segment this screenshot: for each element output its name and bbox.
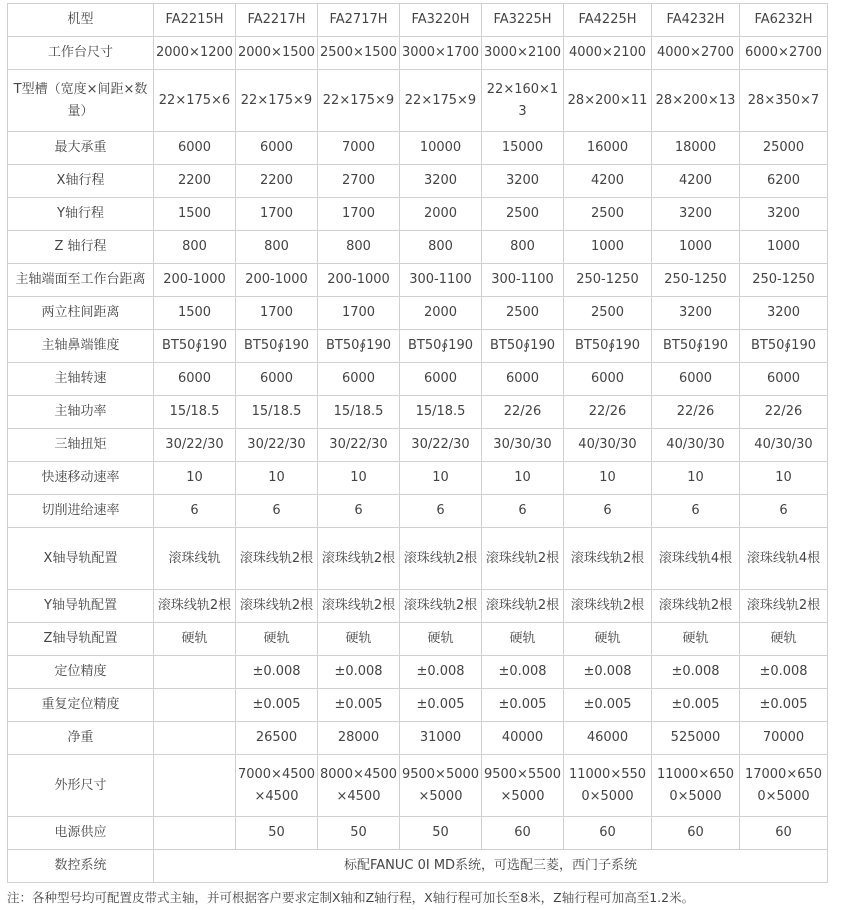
row-label: Z轴导轨配置 <box>8 623 154 656</box>
spec-row <box>8 70 828 132</box>
spec-cell: 28×200×11 <box>564 70 652 132</box>
spec-cell: BT50∮190 <box>482 330 564 363</box>
spec-cell: 1500 <box>154 198 236 231</box>
spec-cell: 滚珠线轨2根 <box>482 590 564 623</box>
spec-row <box>8 396 828 429</box>
spec-cell: 250-1250 <box>740 264 828 297</box>
spec-cell: 3000×2100 <box>482 37 564 70</box>
spec-cell: 250-1250 <box>564 264 652 297</box>
spec-cell: 3200 <box>652 297 740 330</box>
row-label: 快速移动速率 <box>8 462 154 495</box>
spec-cell: 滚珠线轨2根 <box>482 528 564 590</box>
spec-cell: BT50∮190 <box>740 330 828 363</box>
spec-cell: 40/30/30 <box>564 429 652 462</box>
spec-cell: 22/26 <box>564 396 652 429</box>
spec-cell: 800 <box>154 231 236 264</box>
spec-cell: BT50∮190 <box>400 330 482 363</box>
spec-row <box>8 462 828 495</box>
spec-cell: 22×175×9 <box>400 70 482 132</box>
spec-cell: 28×200×13 <box>652 70 740 132</box>
row-label: 两立柱间距离 <box>8 297 154 330</box>
spec-cell: 10 <box>740 462 828 495</box>
row-label: 主轴鼻端锥度 <box>8 330 154 363</box>
spec-row <box>8 429 828 462</box>
spec-cell: 525000 <box>652 722 740 755</box>
spec-cell: 60 <box>740 817 828 850</box>
spec-cell: 4000×2100 <box>564 37 652 70</box>
spec-cell: 2200 <box>154 165 236 198</box>
spec-cell: 6000×2700 <box>740 37 828 70</box>
row-label: Y轴行程 <box>8 198 154 231</box>
spec-cell: 17000×6500×5000 <box>740 755 828 817</box>
spec-row <box>8 528 828 590</box>
spec-row <box>8 198 828 231</box>
spec-cell: 50 <box>236 817 318 850</box>
spec-cell: ±0.008 <box>652 656 740 689</box>
spec-row <box>8 755 828 817</box>
spec-cell: 1700 <box>318 198 400 231</box>
spec-cell: 硬轨 <box>564 623 652 656</box>
spec-cell: 30/22/30 <box>154 429 236 462</box>
spec-cell: ±0.005 <box>236 689 318 722</box>
spec-cell: 6 <box>652 495 740 528</box>
spec-cell: 30/22/30 <box>318 429 400 462</box>
spec-cell: 1000 <box>564 231 652 264</box>
spec-cell: 15/18.5 <box>318 396 400 429</box>
spec-cell: 10 <box>652 462 740 495</box>
spec-cell: 滚珠线轨2根 <box>400 590 482 623</box>
spec-cell: 7000 <box>318 132 400 165</box>
spec-cell: 2000 <box>400 198 482 231</box>
cnc-value: 标配FANUC 0I MD系统，可选配三菱，西门子系统 <box>154 850 828 883</box>
spec-cell: ±0.008 <box>236 656 318 689</box>
spec-cell: 40/30/30 <box>652 429 740 462</box>
spec-cell <box>154 755 236 817</box>
spec-cell: 2200 <box>236 165 318 198</box>
spec-cell: 200-1000 <box>236 264 318 297</box>
spec-row <box>8 37 828 70</box>
spec-cell: 25000 <box>740 132 828 165</box>
spec-cell: 800 <box>318 231 400 264</box>
spec-cell: 60 <box>564 817 652 850</box>
spec-table <box>7 3 828 883</box>
spec-cell: 15/18.5 <box>154 396 236 429</box>
spec-cell: 250-1250 <box>652 264 740 297</box>
spec-cell: 50 <box>400 817 482 850</box>
spec-cell: 22×175×9 <box>318 70 400 132</box>
spec-cell: 滚珠线轨2根 <box>236 590 318 623</box>
model-name: FA3225H <box>482 4 564 37</box>
spec-cell: 6000 <box>236 363 318 396</box>
spec-cell: ±0.008 <box>482 656 564 689</box>
spec-cell: 4000×2700 <box>652 37 740 70</box>
spec-cell: ±0.008 <box>318 656 400 689</box>
spec-cell: 6 <box>154 495 236 528</box>
spec-cell: 22/26 <box>652 396 740 429</box>
spec-cell: 30/22/30 <box>236 429 318 462</box>
spec-row <box>8 165 828 198</box>
spec-cell: 15000 <box>482 132 564 165</box>
spec-cell: 800 <box>482 231 564 264</box>
spec-cell: 6000 <box>154 132 236 165</box>
spec-cell: 10 <box>318 462 400 495</box>
spec-cell: BT50∮190 <box>318 330 400 363</box>
spec-cell: 滚珠线轨2根 <box>318 590 400 623</box>
spec-cell: 6000 <box>318 363 400 396</box>
spec-cell: 15/18.5 <box>236 396 318 429</box>
spec-cell: 硬轨 <box>652 623 740 656</box>
row-label: 切削进给速率 <box>8 495 154 528</box>
spec-cell: 1700 <box>236 198 318 231</box>
spec-cell: 1000 <box>740 231 828 264</box>
spec-row <box>8 132 828 165</box>
spec-cell: 70000 <box>740 722 828 755</box>
spec-cell: 4200 <box>564 165 652 198</box>
spec-cell: 2500 <box>482 297 564 330</box>
spec-cell: 滚珠线轨4根 <box>652 528 740 590</box>
spec-cell: 3200 <box>740 198 828 231</box>
spec-cell: 2500 <box>482 198 564 231</box>
spec-cell: 3200 <box>482 165 564 198</box>
spec-cell: 7000×4500×4500 <box>236 755 318 817</box>
spec-cell: 200-1000 <box>154 264 236 297</box>
spec-cell: 10 <box>236 462 318 495</box>
spec-cell: 200-1000 <box>318 264 400 297</box>
spec-table-body <box>8 4 828 883</box>
spec-cell: ±0.005 <box>652 689 740 722</box>
cnc-row <box>8 850 828 883</box>
spec-cell: 26500 <box>236 722 318 755</box>
spec-cell: ±0.008 <box>740 656 828 689</box>
spec-cell: 滚珠线轨 <box>154 528 236 590</box>
spec-cell: 滚珠线轨2根 <box>236 528 318 590</box>
row-label: 主轴功率 <box>8 396 154 429</box>
row-label: 主轴转速 <box>8 363 154 396</box>
spec-row <box>8 656 828 689</box>
spec-cell: 6000 <box>564 363 652 396</box>
spec-cell: 9500×5500×5000 <box>482 755 564 817</box>
row-label: Y轴导轨配置 <box>8 590 154 623</box>
spec-cell: 滚珠线轨2根 <box>400 528 482 590</box>
cnc-label: 数控系统 <box>8 850 154 883</box>
spec-row <box>8 623 828 656</box>
spec-row <box>8 231 828 264</box>
spec-cell: 300-1100 <box>400 264 482 297</box>
spec-cell: ±0.008 <box>400 656 482 689</box>
spec-cell: 3200 <box>400 165 482 198</box>
spec-row <box>8 264 828 297</box>
model-name: FA2217H <box>236 4 318 37</box>
model-name: FA3220H <box>400 4 482 37</box>
row-label: 主轴端面至工作台距离 <box>8 264 154 297</box>
spec-cell: 滚珠线轨2根 <box>154 590 236 623</box>
spec-cell: 60 <box>652 817 740 850</box>
row-label: 净重 <box>8 722 154 755</box>
spec-cell: 60 <box>482 817 564 850</box>
row-label: 工作台尺寸 <box>8 37 154 70</box>
spec-cell: 22/26 <box>482 396 564 429</box>
spec-cell: 40/30/30 <box>740 429 828 462</box>
spec-cell: 11000×5500×5000 <box>564 755 652 817</box>
spec-cell: 18000 <box>652 132 740 165</box>
spec-cell: 6 <box>318 495 400 528</box>
model-name: FA4232H <box>652 4 740 37</box>
spec-cell: 300-1100 <box>482 264 564 297</box>
spec-cell: 硬轨 <box>482 623 564 656</box>
spec-cell: 10 <box>482 462 564 495</box>
row-label: Z 轴行程 <box>8 231 154 264</box>
spec-cell: ±0.005 <box>564 689 652 722</box>
row-label: 三轴扭矩 <box>8 429 154 462</box>
row-label: 重复定位精度 <box>8 689 154 722</box>
spec-cell: ±0.008 <box>564 656 652 689</box>
spec-cell: 6 <box>564 495 652 528</box>
spec-cell: 1000 <box>652 231 740 264</box>
footnote: 注：各种型号均可配置皮带式主轴，并可根据客户要求定制X轴和Z轴行程，X轴行程可加长至8米，Z轴行程可加高至1.2米。 <box>7 890 695 905</box>
spec-row <box>8 590 828 623</box>
spec-cell: 6 <box>236 495 318 528</box>
spec-row <box>8 722 828 755</box>
spec-cell: 6000 <box>154 363 236 396</box>
row-label: X轴导轨配置 <box>8 528 154 590</box>
spec-cell: 40000 <box>482 722 564 755</box>
spec-cell: 滚珠线轨2根 <box>652 590 740 623</box>
spec-cell: 滚珠线轨2根 <box>564 590 652 623</box>
spec-cell: 22×175×9 <box>236 70 318 132</box>
model-name: FA2215H <box>154 4 236 37</box>
spec-cell: 6 <box>740 495 828 528</box>
spec-cell: 31000 <box>400 722 482 755</box>
spec-cell: 1700 <box>236 297 318 330</box>
spec-row <box>8 363 828 396</box>
spec-cell: 2700 <box>318 165 400 198</box>
spec-row <box>8 817 828 850</box>
row-label: 定位精度 <box>8 656 154 689</box>
spec-cell: BT50∮190 <box>652 330 740 363</box>
row-label: T型槽（宽度×间距×数量） <box>8 70 154 132</box>
spec-cell: 10 <box>400 462 482 495</box>
spec-cell: 1500 <box>154 297 236 330</box>
spec-cell: 10000 <box>400 132 482 165</box>
spec-cell: ±0.005 <box>318 689 400 722</box>
spec-cell: 滚珠线轨2根 <box>564 528 652 590</box>
header-label: 机型 <box>8 4 154 37</box>
spec-cell: 2500 <box>564 198 652 231</box>
spec-cell: 硬轨 <box>318 623 400 656</box>
spec-cell: 22/26 <box>740 396 828 429</box>
spec-cell <box>154 817 236 850</box>
spec-cell: 30/22/30 <box>400 429 482 462</box>
row-label: 电源供应 <box>8 817 154 850</box>
spec-cell: 6000 <box>740 363 828 396</box>
model-name: FA2717H <box>318 4 400 37</box>
spec-cell: 6200 <box>740 165 828 198</box>
spec-cell: 3200 <box>740 297 828 330</box>
spec-cell: 46000 <box>564 722 652 755</box>
row-label: X轴行程 <box>8 165 154 198</box>
spec-cell: 11000×6500×5000 <box>652 755 740 817</box>
spec-cell: BT50∮190 <box>154 330 236 363</box>
spec-cell: 滚珠线轨4根 <box>740 528 828 590</box>
spec-cell: 滚珠线轨2根 <box>740 590 828 623</box>
spec-cell: 硬轨 <box>154 623 236 656</box>
spec-cell: 2000×1200 <box>154 37 236 70</box>
spec-cell: 2000×1500 <box>236 37 318 70</box>
spec-cell: 2000 <box>400 297 482 330</box>
spec-cell: 50 <box>318 817 400 850</box>
spec-cell: ±0.005 <box>482 689 564 722</box>
spec-cell: 硬轨 <box>400 623 482 656</box>
spec-row <box>8 330 828 363</box>
spec-cell: 16000 <box>564 132 652 165</box>
header-row <box>8 4 828 37</box>
spec-cell: 15/18.5 <box>400 396 482 429</box>
spec-cell: 1700 <box>318 297 400 330</box>
spec-cell: 2500 <box>564 297 652 330</box>
row-label: 外形尺寸 <box>8 755 154 817</box>
spec-cell: 800 <box>400 231 482 264</box>
spec-row <box>8 297 828 330</box>
spec-cell: 6 <box>482 495 564 528</box>
spec-cell: 3000×1700 <box>400 37 482 70</box>
spec-cell: 硬轨 <box>236 623 318 656</box>
spec-cell: 3200 <box>652 198 740 231</box>
spec-cell: 4200 <box>652 165 740 198</box>
spec-row <box>8 689 828 722</box>
spec-cell: BT50∮190 <box>236 330 318 363</box>
spec-cell <box>154 689 236 722</box>
spec-cell: 9500×5000×5000 <box>400 755 482 817</box>
spec-cell: 6 <box>400 495 482 528</box>
spec-cell: 6000 <box>400 363 482 396</box>
spec-cell: 2500×1500 <box>318 37 400 70</box>
spec-cell <box>154 656 236 689</box>
spec-cell: 22×160×13 <box>482 70 564 132</box>
spec-cell: 28000 <box>318 722 400 755</box>
spec-cell: 800 <box>236 231 318 264</box>
spec-cell: 6000 <box>236 132 318 165</box>
spec-cell: 10 <box>154 462 236 495</box>
row-label: 最大承重 <box>8 132 154 165</box>
spec-cell: BT50∮190 <box>564 330 652 363</box>
spec-cell <box>154 722 236 755</box>
spec-cell: 硬轨 <box>740 623 828 656</box>
spec-cell: 8000×4500×4500 <box>318 755 400 817</box>
spec-cell: 22×175×6 <box>154 70 236 132</box>
spec-cell: 6000 <box>652 363 740 396</box>
spec-cell: ±0.005 <box>400 689 482 722</box>
spec-cell: 滚珠线轨2根 <box>318 528 400 590</box>
model-name: FA6232H <box>740 4 828 37</box>
spec-cell: 28×350×7 <box>740 70 828 132</box>
spec-cell: 6000 <box>482 363 564 396</box>
model-name: FA4225H <box>564 4 652 37</box>
spec-cell: 10 <box>564 462 652 495</box>
spec-cell: ±0.005 <box>740 689 828 722</box>
spec-cell: 30/30/30 <box>482 429 564 462</box>
spec-row <box>8 495 828 528</box>
